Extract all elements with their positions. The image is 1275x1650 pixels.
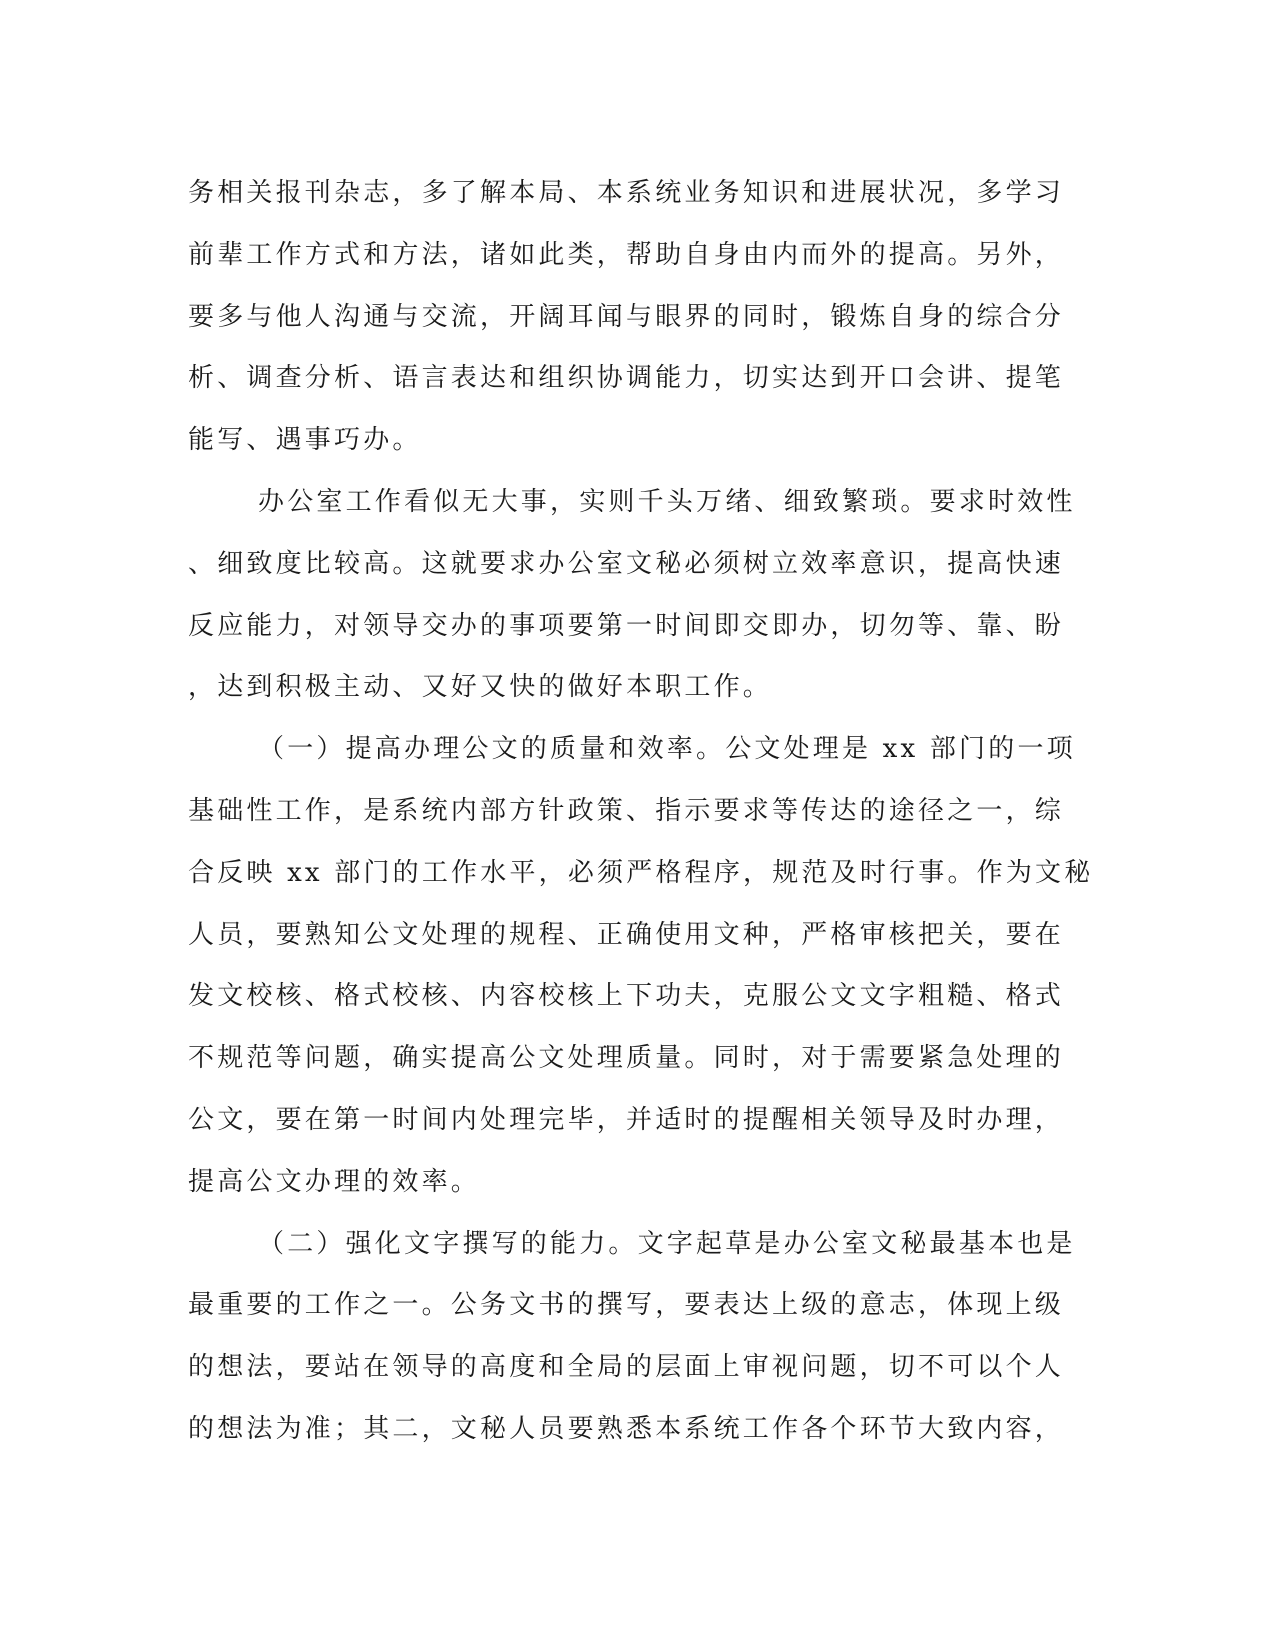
text-line: 基础性工作，是系统内部方针政策、指示要求等传达的途径之一，综 <box>188 795 1065 826</box>
text-line: ，达到积极主动、又好又快的做好本职工作。 <box>188 672 773 703</box>
text-line: 的想法，要站在领导的高度和全局的层面上审视问题，切不可以个人 <box>188 1352 1065 1383</box>
text-line: 要多与他人沟通与交流，开阔耳闻与眼界的同时，锻炼自身的综合分 <box>188 301 1065 332</box>
paragraph-first-line: 办公室工作看似无大事，实则千头万绪、细致繁琐。要求时效性 <box>258 486 1076 517</box>
text-line: 的想法为准；其二，文秘人员要熟悉本系统工作各个环节大致内容， <box>188 1413 1065 1444</box>
text-line: 人员，要熟知公文处理的规程、正确使用文种，严格审核把关，要在 <box>188 919 1065 950</box>
text-line: 、细致度比较高。这就要求办公室文秘必须树立效率意识，提高快速 <box>188 548 1065 579</box>
text-line: 务相关报刊杂志，多了解本局、本系统业务知识和进展状况，多学习 <box>188 178 1065 208</box>
paragraph-first-line: （一）提高办理公文的质量和效率。公文处理是 xx 部门的一项 <box>258 734 1076 765</box>
text-line: 合反映 xx 部门的工作水平，必须严格程序，规范及时行事。作为文秘 <box>188 857 1094 888</box>
text-line: 析、调查分析、语言表达和组织协调能力，切实达到开口会讲、提笔 <box>188 363 1065 394</box>
text-line: 发文校核、格式校核、内容校核上下功夫，克服公文文字粗糙、格式 <box>188 981 1065 1012</box>
paragraph-first-line: （二）强化文字撰写的能力。文字起草是办公室文秘最基本也是 <box>258 1228 1076 1259</box>
text-line: 反应能力，对领导交办的事项要第一时间即交即办，切勿等、靠、盼 <box>188 610 1065 641</box>
text-line: 最重要的工作之一。公务文书的撰写，要表达上级的意志，体现上级 <box>188 1290 1065 1321</box>
text-line: 前辈工作方式和方法，诸如此类，帮助自身由内而外的提高。另外， <box>188 239 1065 270</box>
text-line: 公文，要在第一时间内处理完毕，并适时的提醒相关领导及时办理， <box>188 1104 1065 1135</box>
text-line: 不规范等问题，确实提高公文处理质量。同时，对于需要紧急处理的 <box>188 1043 1065 1074</box>
text-line: 能写、遇事巧办。 <box>188 425 422 456</box>
document-body <box>188 163 1094 1461</box>
text-line: 提高公文办理的效率。 <box>188 1166 481 1197</box>
